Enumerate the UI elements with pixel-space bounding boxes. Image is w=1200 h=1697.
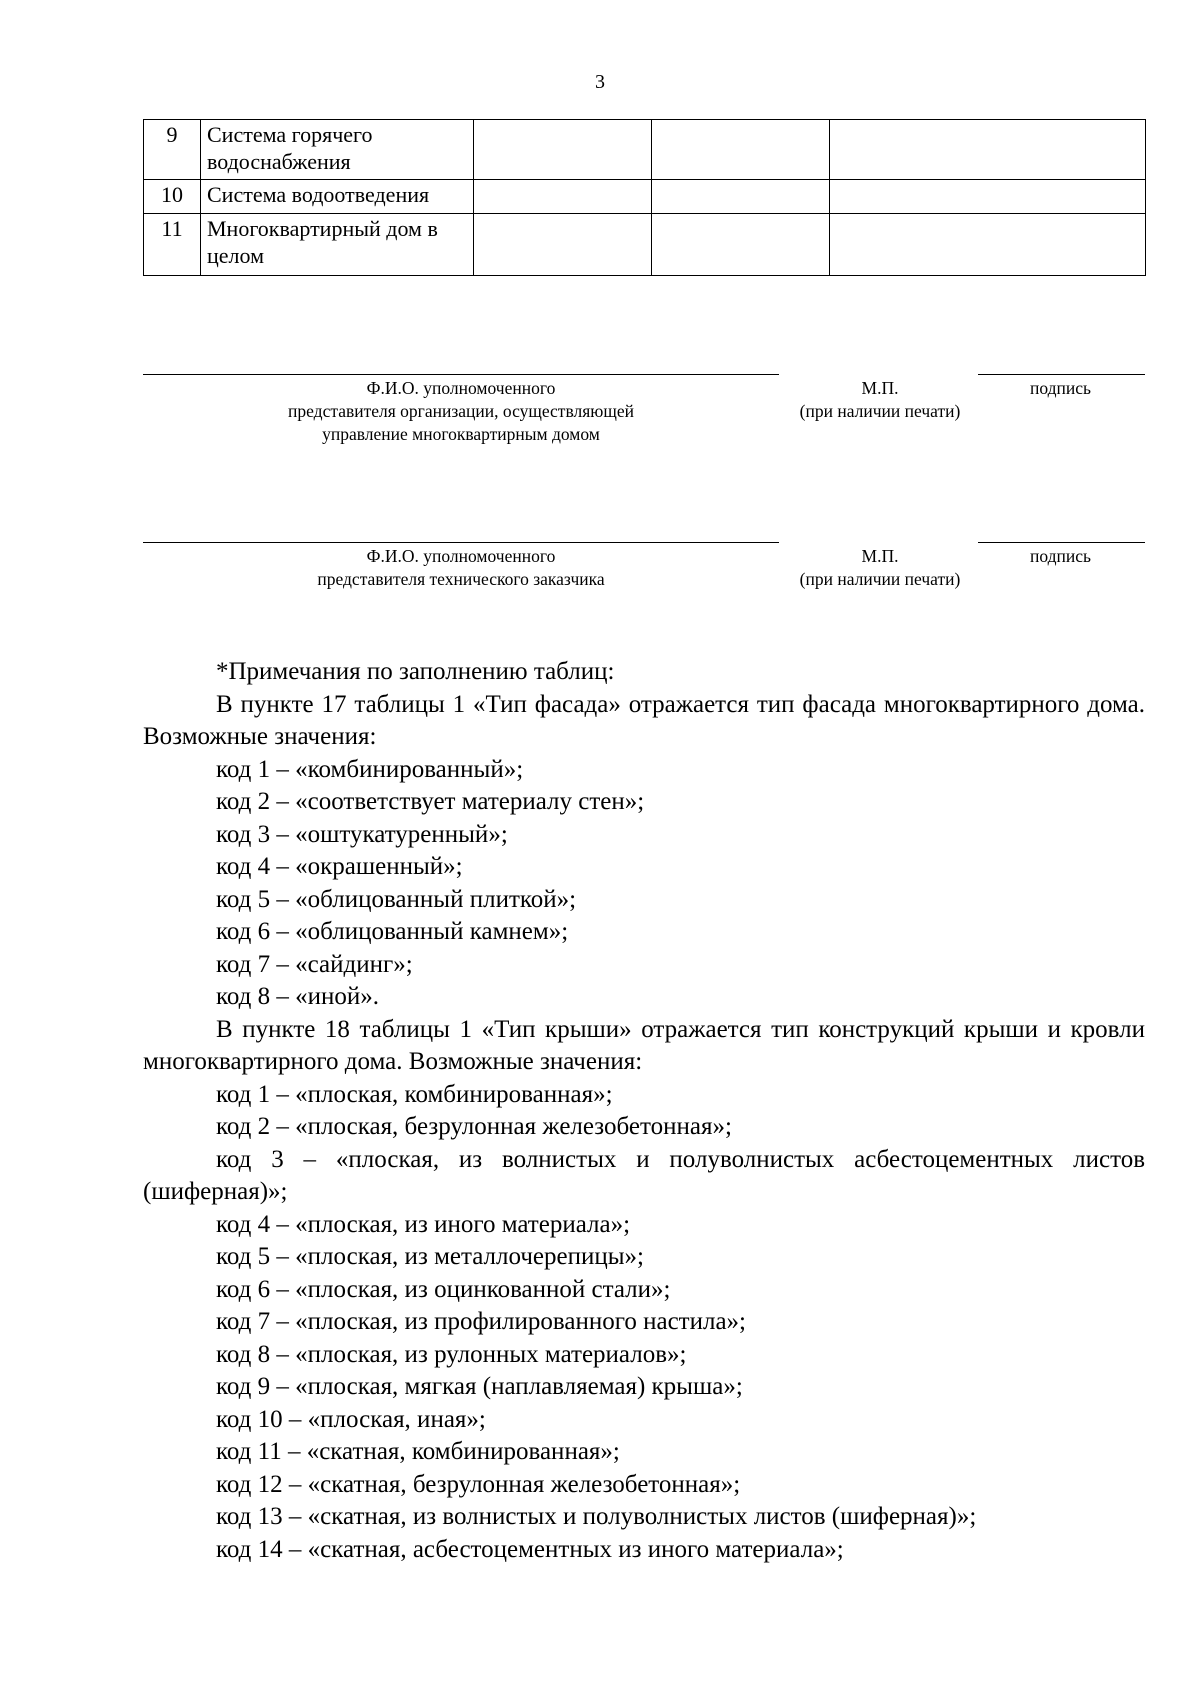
empty-cell [830, 120, 1146, 180]
notes-section [143, 656, 1145, 1566]
facade-code-item: код 2 – «соответствует материалу стен»; [216, 788, 645, 815]
roof-code-item: код 7 – «плоская, из профилированного настила»; [216, 1308, 746, 1335]
table-row [144, 180, 1146, 214]
page-number: 3 [595, 71, 605, 93]
stamp-caption-line: (при наличии печати) [799, 401, 961, 421]
fio-caption-line: представителя технического заказчика [317, 569, 605, 589]
empty-cell [830, 180, 1146, 214]
roof-code-item: код 13 – «скатная, из волнистых и полуволнистых листов (шиферная)»; [216, 1503, 977, 1530]
empty-cell [474, 180, 652, 214]
fio-caption-line: представителя организации, осуществляющей [288, 401, 634, 421]
stamp-caption-line: М.П. [861, 378, 899, 398]
roof-code-item: код 5 – «плоская, из металлочерепицы»; [216, 1243, 644, 1270]
roof-code-item: код 11 – «скатная, комбинированная»; [216, 1438, 620, 1465]
roof-code-item: код 9 – «плоская, мягкая (наплавляемая) крыша»; [216, 1373, 743, 1400]
row-number: 10 [144, 180, 201, 214]
stamp-caption-line: М.П. [861, 546, 899, 566]
notes-heading: *Примечания по заполнению таблиц: [216, 658, 615, 685]
stamp-caption [775, 545, 985, 591]
facade-code-item: код 3 – «оштукатуренный»; [216, 820, 508, 848]
empty-cell [652, 120, 830, 180]
fio-caption [143, 545, 779, 591]
podpis-signature-line [978, 374, 1145, 375]
table-row [144, 120, 1146, 180]
empty-cell [830, 214, 1146, 276]
facade-code-item: код 5 – «облицованный плиткой»; [216, 885, 577, 913]
table-row [144, 214, 1146, 276]
roof-code-item: код 6 – «плоская, из оцинкованной стали»; [216, 1275, 671, 1303]
roof-code-item: код 3 – «плоская, из волнистых и полуволнистых асбестоцементных листов (шиферная)»; [143, 1145, 1145, 1205]
roof-code-item: код 14 – «скатная, асбестоцементных из иного материала»; [216, 1535, 844, 1563]
row-number: 11 [144, 214, 201, 276]
facade-intro: В пункте 17 таблицы 1 «Тип фасада» отражается тип фасада многоквартирного дома. Возможные значения: [143, 690, 1145, 750]
roof-code-item: код 12 – «скатная, безрулонная железобетонная»; [216, 1470, 741, 1498]
stamp-caption [775, 377, 985, 423]
fio-signature-line [143, 374, 779, 375]
row-number: 9 [144, 120, 201, 180]
facade-code-item: код 6 – «облицованный камнем»; [216, 918, 569, 945]
roof-code-item: код 2 – «плоская, безрулонная железобетонная»; [216, 1113, 732, 1140]
row-system-name: Система горячего водоснабжения [201, 120, 474, 180]
stamp-caption-line: (при наличии печати) [799, 569, 961, 589]
fio-signature-line [143, 542, 779, 543]
facade-code-item: код 8 – «иной». [216, 983, 380, 1010]
roof-code-item: код 4 – «плоская, из иного материала»; [216, 1210, 631, 1238]
row-system-name: Система водоотведения [201, 180, 474, 214]
facade-code-item: код 1 – «комбинированный»; [216, 755, 524, 783]
empty-cell [652, 214, 830, 276]
roof-code-item: код 10 – «плоская, иная»; [216, 1405, 486, 1433]
podpis-caption: подпись [1030, 378, 1091, 398]
facade-code-item: код 7 – «сайдинг»; [216, 950, 413, 978]
facade-code-item: код 4 – «окрашенный»; [216, 853, 463, 880]
fio-caption [143, 377, 779, 446]
roof-code-item: код 1 – «плоская, комбинированная»; [216, 1080, 613, 1108]
empty-cell [474, 120, 652, 180]
roof-intro: В пункте 18 таблицы 1 «Тип крыши» отражается тип конструкций крыши и кровли многоквартирного дома. Возможные значения: [143, 1015, 1145, 1075]
roof-code-item: код 8 – «плоская, из рулонных материалов»; [216, 1340, 687, 1368]
empty-cell [474, 214, 652, 276]
row-system-name: Многоквартирный дом в целом [201, 214, 474, 276]
fio-caption-line: управление многоквартирным домом [322, 424, 600, 444]
podpis-signature-line [978, 542, 1145, 543]
podpis-caption: подпись [1030, 546, 1091, 566]
empty-cell [652, 180, 830, 214]
systems-table [143, 119, 1146, 276]
fio-caption-line: Ф.И.О. уполномоченного [366, 546, 556, 566]
fio-caption-line: Ф.И.О. уполномоченного [366, 378, 556, 398]
